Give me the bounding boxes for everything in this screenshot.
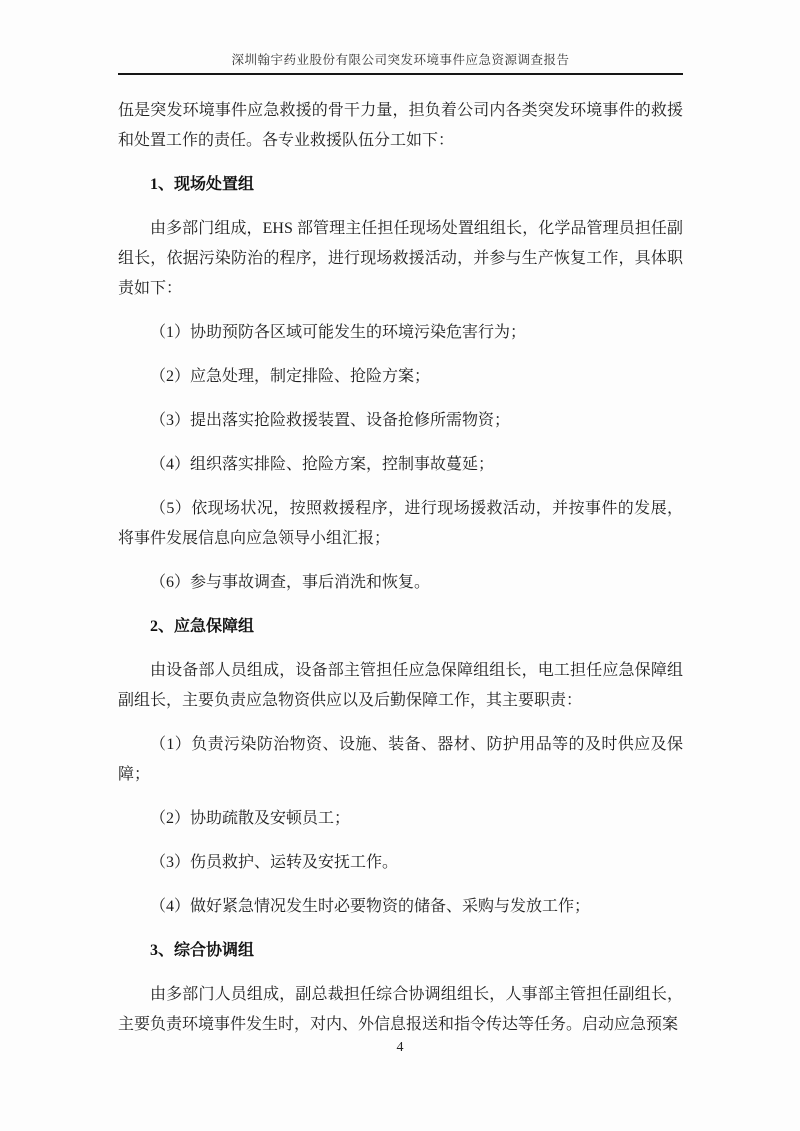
section-2-item-4: （4）做好紧急情况发生时必要物资的储备、采购与发放工作； (150, 898, 591, 915)
section-1-heading: 1、现场处置组 (150, 176, 255, 193)
section-1-item-3: （3）提出落实抢险救援装置、设备抢修所需物资； (150, 412, 511, 429)
page-header (118, 50, 683, 75)
section-2-heading: 2、应急保障组 (150, 618, 255, 635)
section-3-heading: 3、综合协调组 (150, 942, 255, 959)
section-3-lead: 由多部门人员组成，副总裁担任综合协调组组长，人事部主管担任副组长，主要负责环境事件发生时，对内、外信息报送和指令传达等任务。启动应急预案 (118, 986, 683, 1033)
paragraph-intro: 伍是突发环境事件应急救援的骨干力量，担负着公司内各类突发环境事件的救援和处置工作的责任。各专业救援队伍分工如下： (118, 102, 683, 149)
section-1-item-5: （5）依现场状况，按照救援程序，进行现场援救活动，并按事件的发展，将事件发展信息向应急领导小组汇报； (118, 500, 683, 547)
section-1-item-1: （1）协助预防各区域可能发生的环境污染危害行为； (150, 324, 527, 341)
section-1-item-2: （2）应急处理，制定排险、抢险方案； (150, 368, 431, 385)
section-2-item-2: （2）协助疏散及安顿员工； (150, 810, 351, 827)
section-1-item-6: （6）参与事故调查，事后消洗和恢复。 (150, 574, 431, 591)
section-2-lead: 由设备部人员组成，设备部主管担任应急保障组组长，电工担任应急保障组副组长，主要负责应急物资供应以及后勤保障工作，其主要职责： (118, 662, 683, 709)
document-body (118, 96, 683, 1054)
page-footer (0, 1040, 800, 1056)
section-2-item-1: （1）负责污染防治物资、设施、装备、器材、防护用品等的及时供应及保障； (118, 736, 683, 783)
page-number: 4 (396, 1040, 404, 1055)
section-1-item-4: （4）组织落实排险、抢险方案，控制事故蔓延； (150, 456, 495, 473)
section-2-item-3: （3）伤员救护、运转及安抚工作。 (150, 854, 399, 871)
header-title: 深圳翰宇药业股份有限公司突发环境事件应急资源调查报告 (231, 53, 570, 67)
section-1-lead: 由多部门组成，EHS 部管理主任担任现场处置组组长，化学品管理员担任副组长，依据污染防治的程序，进行现场救援活动，并参与生产恢复工作，具体职责如下： (118, 220, 683, 297)
